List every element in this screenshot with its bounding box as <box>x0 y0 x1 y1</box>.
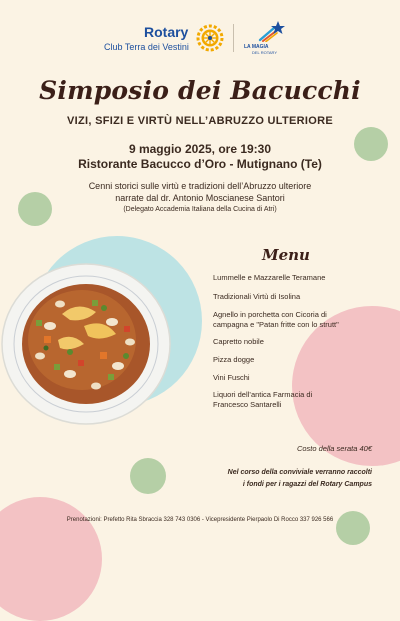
logo-divider <box>233 24 234 52</box>
magia-subtitle: DEL ROTARY <box>252 50 278 55</box>
menu-item: Tradizionali Virtù di Isolina <box>213 292 301 301</box>
menu-item: Vini Fuschi <box>213 373 250 382</box>
magia-name: LA MAGIA <box>244 44 269 50</box>
decor-circle-green-mid <box>130 458 166 494</box>
rotary-club-name: Club Terra dei Vestini <box>104 42 189 52</box>
rotary-name: Rotary <box>144 24 189 40</box>
menu-item: campagna e "Patan fritte con lo strutt" <box>213 320 339 329</box>
menu-item: Lummelle e Mazzarelle Teramane <box>213 273 326 282</box>
fundraising-note-line-1: Nel corso della conviviale verranno raccolti <box>227 469 372 476</box>
menu-item: Capretto nobile <box>213 337 264 346</box>
booking-contacts: Prenotazioni: Prefetto Rita Sbraccia 328 743 0306 - Vicepresidente Pierpaolo Di Rocco 337 926 566 <box>66 517 334 523</box>
event-date: 9 maggio 2025, ore 19:30 <box>128 142 272 156</box>
fundraising-note-line-2: i fondi per i ragazzi del Rotary Campus <box>242 481 372 488</box>
intro-line-1: Cenni storici sulle virtù e tradizioni dell’Abruzzo ulteriore <box>88 181 312 191</box>
rotary-wheel-icon <box>196 24 224 52</box>
decor-circle-pink-bottom-left <box>0 497 102 621</box>
event-title: Simposio dei Bacucchi <box>39 76 361 105</box>
shooting-star-icon <box>258 20 286 42</box>
intro-line-3: (Delegato Accademia Italiana della Cucina di Atri) <box>123 206 277 213</box>
menu-title: Menu <box>262 246 310 264</box>
event-venue: Ristorante Bacucco d’Oro - Mutignano (Te) <box>78 157 322 171</box>
la-magia-logo <box>244 20 308 60</box>
soup-bowl-illustration <box>0 256 178 428</box>
decor-circle-pink-large <box>292 306 400 466</box>
menu-item: Pizza dogge <box>213 355 255 364</box>
rotary-logo <box>100 24 224 58</box>
evening-cost: Costo della serata 40€ <box>296 444 372 453</box>
menu-item: Liquori dell’antica Farmacia di <box>213 390 313 399</box>
menu-item: Francesco Santarelli <box>213 400 282 409</box>
menu-item: Agnello in porchetta con Cicoria di <box>213 310 327 319</box>
event-subtitle: VIZI, SFIZI E VIRTÙ NELL’ABRUZZO ULTERIORE <box>66 115 333 127</box>
intro-line-2: narrate dal dr. Antonio Moscianese Santori <box>115 193 285 203</box>
